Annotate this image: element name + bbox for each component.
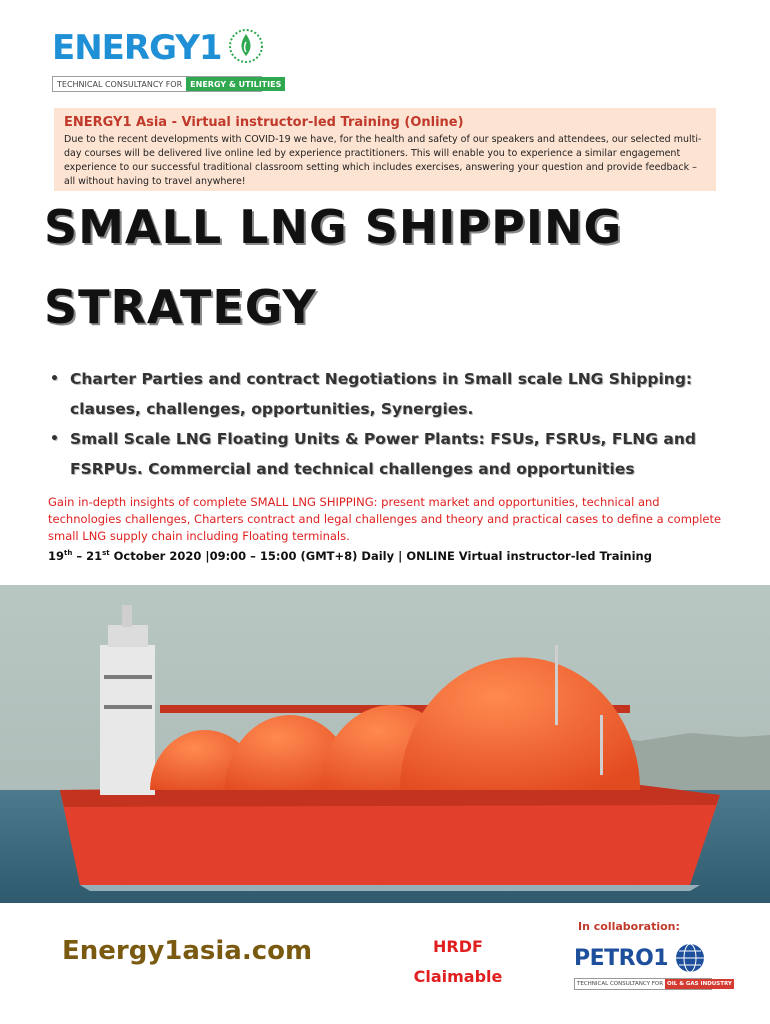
logo-tagline: [52, 76, 282, 92]
lng-carrier-photo: [0, 585, 770, 903]
bullet-item: • Small Scale LNG Floating Units & Power Plants: FSUs, FSRUs, FLNG and FSRPUs. Commercial and technical challenges and opportunities: [48, 424, 728, 484]
partner-tagline-right: OIL & GAS INDUSTRY: [667, 981, 732, 987]
website-link[interactable]: Energy1asia.com: [62, 936, 313, 966]
logo-wordmark: ENERGY1: [52, 28, 222, 68]
logo-tagline-left: TECHNICAL CONSULTANCY FOR: [57, 80, 183, 89]
hrdf-line-2: Claimable: [413, 967, 503, 986]
collaboration-label: In collaboration:: [578, 920, 680, 933]
partner-tagline-left: TECHNICAL CONSULTANCY FOR: [577, 981, 664, 987]
petro1-logo: [574, 942, 732, 992]
hrdf-claimable: [398, 932, 518, 992]
bullet-dot-icon: •: [50, 431, 59, 447]
hrdf-line-1: HRDF: [433, 937, 483, 956]
topic-bullets: [48, 364, 728, 484]
course-dates: 19th – 21st October 2020 |09:00 – 15:00 (GMT+8) Daily | ONLINE Virtual instructor-led Training: [48, 548, 652, 563]
bullet-item: • Charter Parties and contract Negotiations in Small scale LNG Shipping: clauses, challenges, opportunities, Synergies.: [48, 364, 728, 424]
energy1-logo: [52, 28, 282, 94]
headline-line-1: SMALL LNG SHIPPING: [44, 200, 623, 254]
partner-wordmark: PETRO1: [574, 946, 669, 971]
bullet-dot-icon: •: [50, 371, 59, 387]
course-intro: Gain in-depth insights of complete SMALL LNG SHIPPING: present market and opportunities, technical and technologies challenges, Charters contract and legal challenges and theory and practical cases to define a complete small LNG supply chain including Floating terminals.: [48, 495, 722, 543]
notice-title: ENERGY1 Asia - Virtual instructor-led Training (Online): [64, 115, 464, 130]
headline-line-2: STRATEGY: [44, 280, 317, 334]
logo-tagline-right: ENERGY & UTILITIES: [186, 77, 285, 91]
energy1-badge-icon: [228, 28, 264, 64]
petro1-globe-icon: [674, 942, 706, 974]
partner-tagline: [574, 978, 732, 990]
online-training-notice: [54, 108, 716, 191]
notice-body: Due to the recent developments with COVID-19 we have, for the health and safety of our speakers and attendees, our selected multi-day courses will be delivered live online led by experience practitioners. This will enable you to experience a similar engagement experience to our successful traditional classroom setting which includes exercises, answering your question and provide feedback – all without having to travel anywhere!: [64, 134, 702, 187]
